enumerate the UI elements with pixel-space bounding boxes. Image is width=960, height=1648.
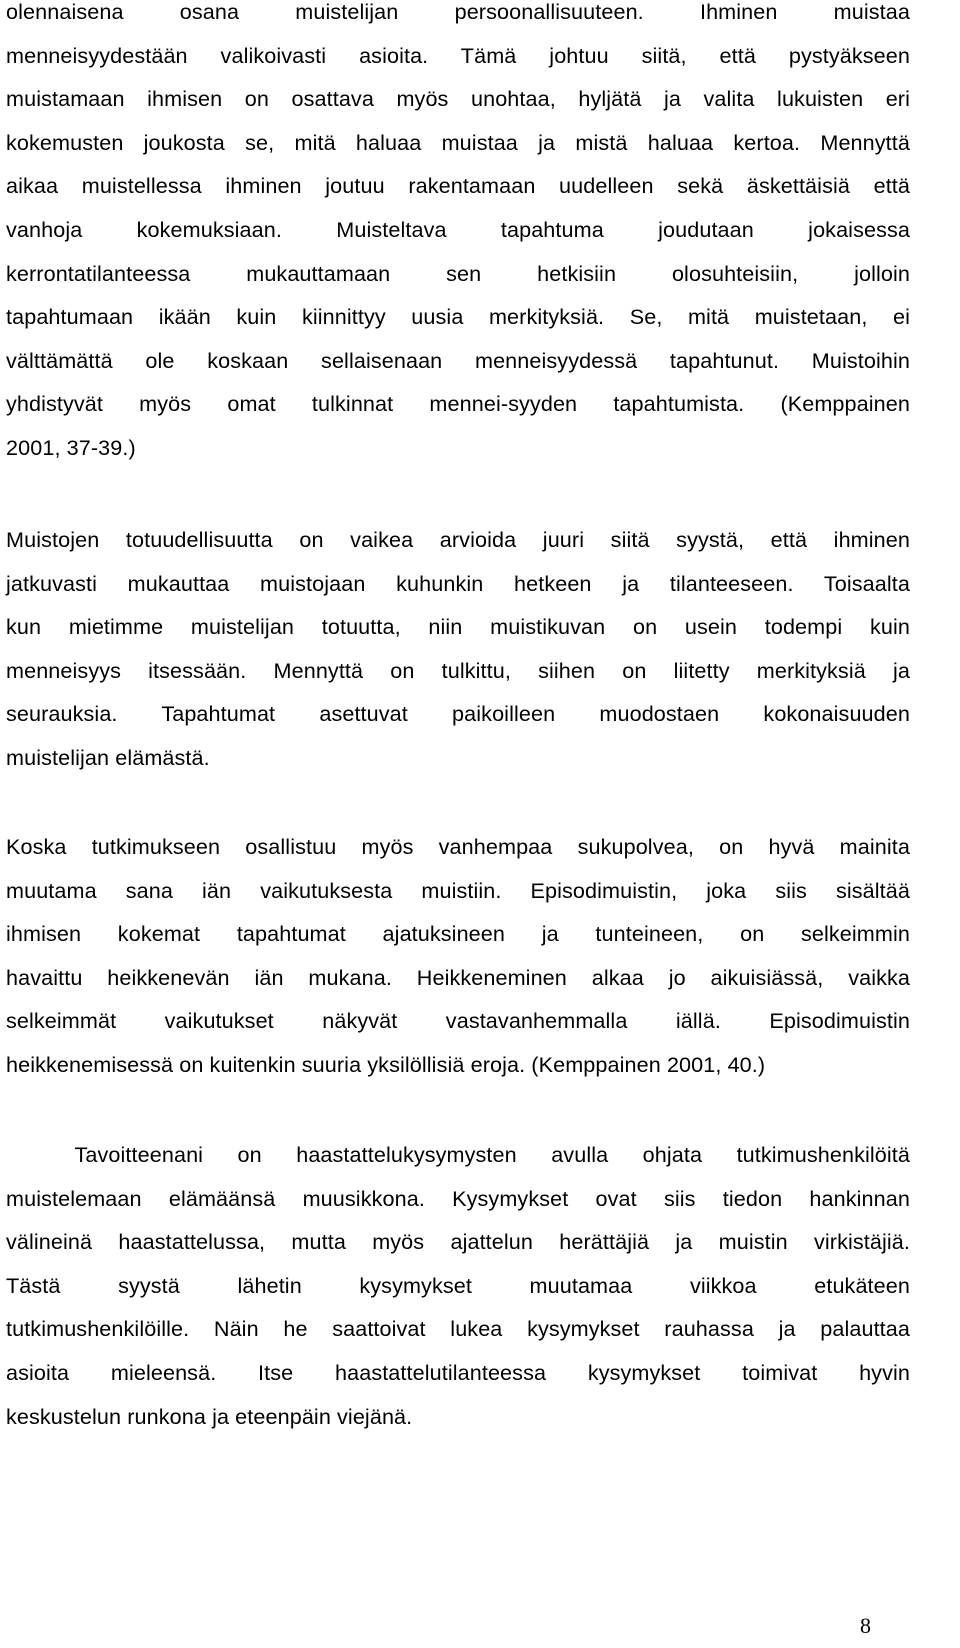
text-line: välineinä haastattelussa, mutta myös ajattelun herättäjiä ja muistin virkistäjiä. — [6, 1229, 910, 1255]
text-line: selkeimmät vaikutukset näkyvät vastavanhemmalla iällä. Episodimuistin — [6, 1008, 910, 1034]
text-line: muistelemaan elämäänsä muusikkona. Kysymykset ovat siis tiedon hankinnan — [6, 1185, 910, 1211]
text-line: seurauksia. Tapahtumat asettuvat paikoilleen muodostaen kokonaisuuden — [6, 701, 910, 727]
text-line: aikaa muistellessa ihminen joutuu rakentamaan uudelleen sekä äskettäisiä että — [6, 173, 910, 199]
text-line: Tästä syystä lähetin kysymykset muutamaa viikkoa etukäteen — [6, 1272, 910, 1298]
page-number: 8 — [860, 1613, 871, 1638]
paragraph-memory-selectivity — [6, 0, 910, 470]
text-line: havaittu heikkenevän iän mukana. Heikkeneminen alkaa jo aikuisiässä, vaikka — [6, 964, 910, 990]
text-line: vanhoja kokemuksiaan. Muisteltava tapahtuma joudutaan jokaisessa — [6, 216, 910, 242]
text-line: muutama sana iän vaikutuksesta muistiin. Episodimuistin, joka siis sisältää — [6, 877, 910, 903]
text-line: keskustelun runkona ja eteenpäin viejänä. — [6, 1403, 413, 1429]
text-line: kun mietimme muistelijan totuutta, niin muistikuvan on usein todempi kuin — [6, 614, 910, 640]
text-line: muistamaan ihmisen on osattava myös unohtaa, hyljätä ja valita lukuisten eri — [6, 86, 910, 112]
text-line: heikkenemisessä on kuitenkin suuria yksilöllisiä eroja. (Kemppainen 2001, 40.) — [6, 1051, 766, 1077]
text-line: kokemusten joukosta se, mitä haluaa muistaa ja mistä haluaa kertoa. Mennyttä — [6, 129, 910, 155]
text-line: asioita mieleensä. Itse haastattelutilanteessa kysymykset toimivat hyvin — [6, 1359, 910, 1385]
text-line: Tavoitteenani on haastattelukysymysten avulla ohjata tutkimushenkilöitä — [6, 1142, 910, 1167]
text-line: tapahtumaan ikään kuin kiinnittyy uusia merkityksiä. Se, mitä muistetaan, ei — [6, 304, 910, 330]
text-line: yhdistyvät myös omat tulkinnat mennei-syyden tapahtumista. (Kemppainen — [6, 391, 910, 417]
text-line: Muistojen totuudellisuutta on vaikea arvioida juuri siitä syystä, että ihminen — [6, 527, 910, 552]
paragraph-interview-goals — [6, 1133, 910, 1438]
text-line: kerrontatilanteessa mukauttamaan sen hetkisiin olosuhteisiin, jolloin — [6, 260, 910, 286]
text-line: tutkimushenkilöille. Näin he saattoivat lukea kysymykset rauhassa ja palauttaa — [6, 1316, 910, 1342]
text-line: olennaisena osana muistelijan persoonallisuuteen. Ihminen muistaa — [6, 0, 910, 24]
text-line: menneisyys itsessään. Mennyttä on tulkittu, siihen on liitetty merkityksiä ja — [6, 657, 910, 683]
text-line: ihmisen kokemat tapahtumat ajatuksineen ja tunteineen, on selkeimmin — [6, 921, 910, 947]
text-line: välttämättä ole koskaan sellaisenaan menneisyydessä tapahtunut. Muistoihin — [6, 347, 910, 373]
paragraph-memory-truthfulness — [6, 518, 910, 780]
text-line: muistelijan elämästä. — [6, 744, 210, 770]
paragraph-age-and-memory — [6, 825, 910, 1087]
text-line: menneisyydestään valikoivasti asioita. Tämä johtuu siitä, että pystyäkseen — [6, 42, 910, 68]
text-line: Koska tutkimukseen osallistuu myös vanhempaa sukupolvea, on hyvä mainita — [6, 834, 910, 859]
text-line: 2001, 37-39.) — [6, 434, 136, 460]
text-line: jatkuvasti mukauttaa muistojaan kuhunkin hetkeen ja tilanteeseen. Toisaalta — [6, 570, 910, 596]
